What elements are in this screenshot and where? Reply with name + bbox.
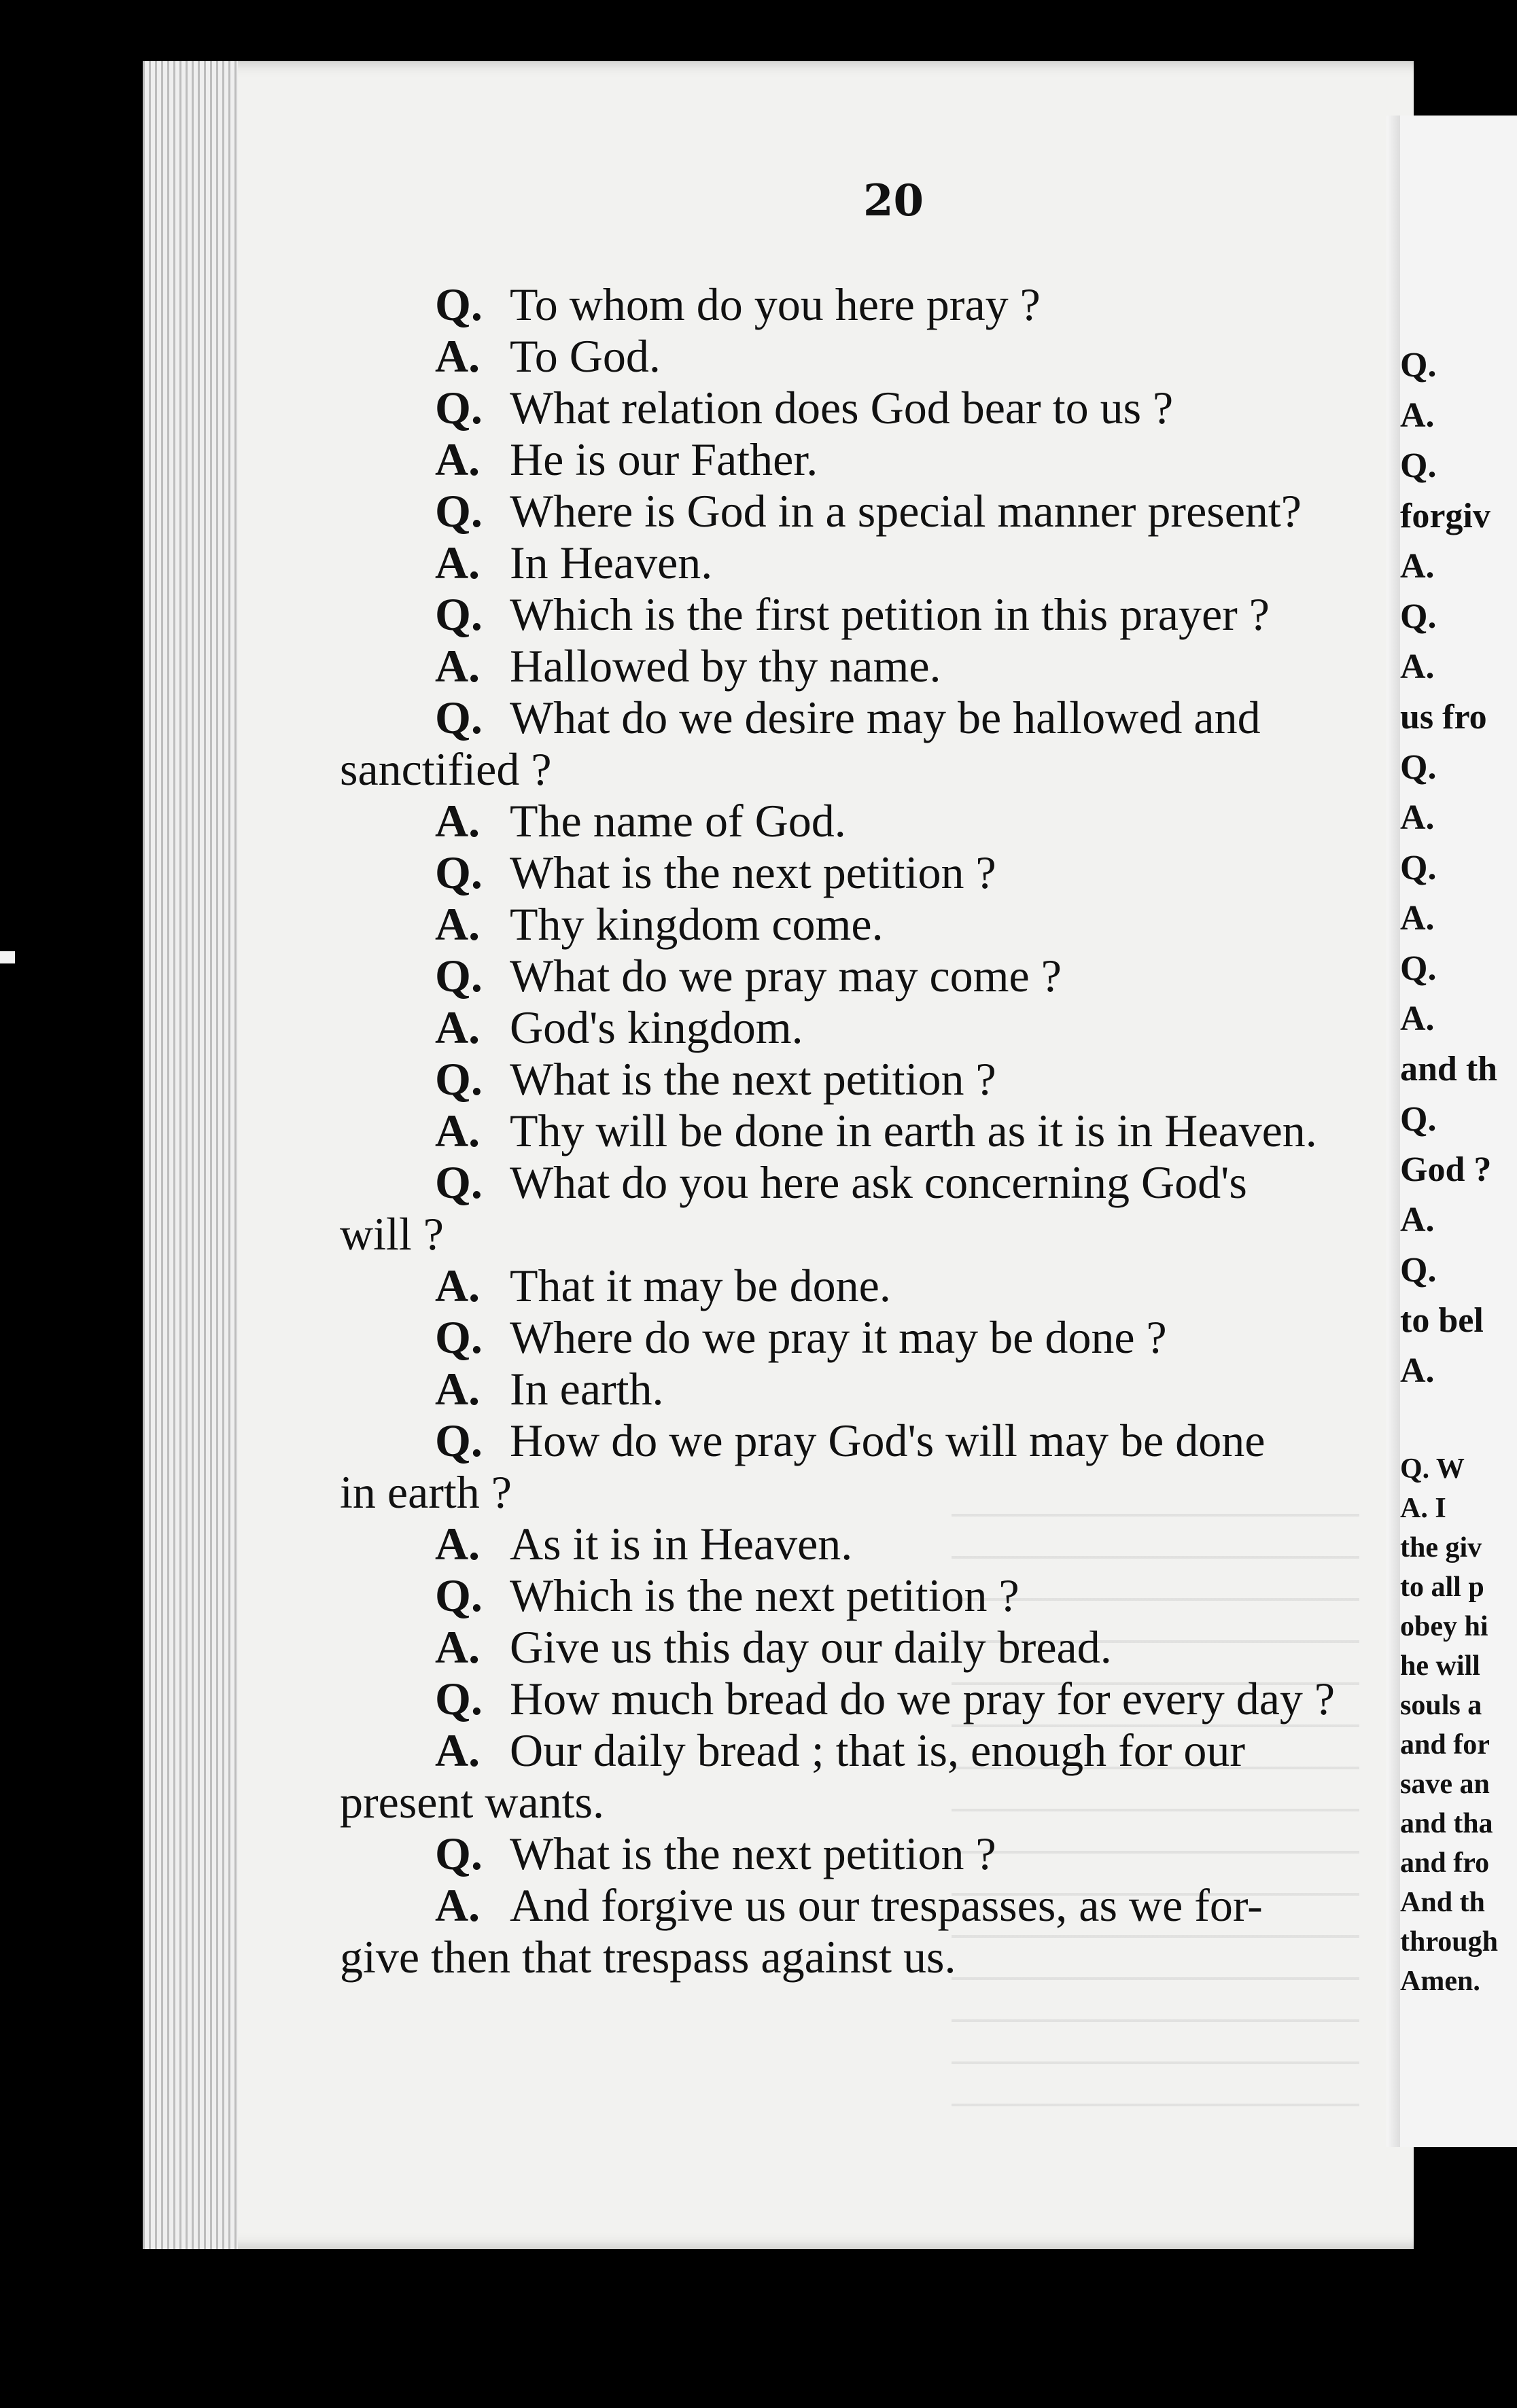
next-page-line: God ? [1400, 1150, 1492, 1189]
continuation-line [340, 1466, 1366, 1518]
qa-line [435, 1621, 1366, 1673]
continuation-line [340, 743, 1366, 795]
line-text: In Heaven. [510, 537, 713, 588]
answer-label: A. [435, 1724, 481, 1776]
question-label: Q. [435, 485, 483, 537]
qa-line [435, 1260, 1366, 1311]
line-text: As it is in Heaven. [510, 1518, 853, 1570]
qa-line [435, 692, 1366, 743]
next-page-line: through [1400, 1926, 1498, 1958]
answer-label: A. [435, 1621, 481, 1673]
answer-label: A. [435, 1518, 481, 1570]
question-label: Q. [435, 847, 483, 898]
line-text: Give us this day our daily bread. [510, 1621, 1112, 1673]
line-text: The name of God. [510, 795, 846, 847]
qa-line [435, 485, 1366, 537]
answer-label: A. [435, 1363, 481, 1415]
question-label: Q. [435, 1828, 483, 1879]
next-page-fragment [1400, 116, 1517, 2147]
next-page-line: A. [1400, 1351, 1435, 1390]
question-label: Q. [435, 279, 483, 330]
qa-line [435, 795, 1366, 847]
qa-line [435, 1828, 1366, 1879]
answer-label: A. [435, 1002, 481, 1053]
question-label: Q. [435, 588, 483, 640]
next-page-line: A. [1400, 396, 1435, 435]
line-text: To God. [510, 330, 661, 382]
answer-label: A. [435, 1260, 481, 1311]
next-page-line: Q. [1400, 597, 1437, 636]
continuation-line [340, 1776, 1366, 1828]
line-text: What is the next petition ? [510, 1053, 996, 1105]
line-text: What is the next petition ? [510, 847, 996, 898]
question-label: Q. [435, 382, 483, 433]
question-label: Q. [435, 1415, 483, 1466]
next-page-line: and th [1400, 1050, 1498, 1088]
qa-line [435, 1879, 1366, 1931]
line-text: Our daily bread ; that is, enough for our [510, 1724, 1246, 1776]
line-text: Where is God in a special manner present? [510, 485, 1302, 537]
line-text: will ? [340, 1208, 444, 1260]
next-page-line: Q. [1400, 1251, 1437, 1290]
next-page-line: forgiv [1400, 497, 1490, 535]
next-page-line: Q. [1400, 748, 1437, 787]
line-text: Which is the first petition in this prayer ? [510, 588, 1270, 640]
next-page-line: Q. [1400, 346, 1437, 385]
next-page-line: A. [1400, 547, 1435, 586]
next-page-line: and tha [1400, 1808, 1493, 1839]
qa-line [435, 1156, 1366, 1208]
answer-label: A. [435, 433, 481, 485]
next-page-line: A. [1400, 648, 1435, 686]
qa-line [435, 847, 1366, 898]
line-text: What do we desire may be hallowed and [510, 692, 1261, 743]
line-text: in earth ? [340, 1466, 512, 1518]
question-label: Q. [435, 1673, 483, 1724]
page-number: 20 [863, 175, 924, 226]
line-text: What do you here ask concerning God's [510, 1156, 1247, 1208]
question-label: Q. [435, 1311, 483, 1363]
answer-label: A. [435, 1879, 481, 1931]
line-text: How much bread do we pray for every day ? [510, 1673, 1336, 1724]
qa-line [435, 1673, 1366, 1724]
scan-mark [0, 951, 15, 963]
answer-label: A. [435, 795, 481, 847]
line-text: Where do we pray it may be done ? [510, 1311, 1167, 1363]
next-page-line: And th [1400, 1887, 1485, 1918]
qa-line [435, 382, 1366, 433]
qa-line [435, 1002, 1366, 1053]
question-label: Q. [435, 1053, 483, 1105]
next-page-line: Amen. [1400, 1966, 1480, 1997]
answer-label: A. [435, 330, 481, 382]
next-page-line: A. I [1400, 1493, 1446, 1524]
next-page-line: Q. [1400, 1100, 1437, 1139]
qa-line [435, 640, 1366, 692]
qa-line [435, 330, 1366, 382]
question-label: Q. [435, 1156, 483, 1208]
line-text: Hallowed by thy name. [510, 640, 941, 692]
page-edges [143, 61, 238, 2249]
qa-line [435, 1311, 1366, 1363]
line-text: What is the next petition ? [510, 1828, 996, 1879]
answer-label: A. [435, 1105, 481, 1156]
qa-line [435, 1724, 1366, 1776]
qa-line [435, 1415, 1366, 1466]
line-text: In earth. [510, 1363, 664, 1415]
question-label: Q. [435, 950, 483, 1002]
line-text: present wants. [340, 1776, 605, 1828]
qa-line [435, 1570, 1366, 1621]
qa-line [435, 1105, 1366, 1156]
next-page-line: to bel [1400, 1301, 1484, 1340]
line-text: Thy kingdom come. [510, 898, 884, 950]
next-page-line: A. [1400, 1201, 1435, 1239]
line-text: give then that trespass against us. [340, 1931, 956, 1983]
next-page-line: A. [1400, 999, 1435, 1038]
next-page-line: A. [1400, 798, 1435, 837]
line-text: What relation does God bear to us ? [510, 382, 1174, 433]
next-page-line: Q. [1400, 446, 1437, 485]
qa-line [435, 279, 1366, 330]
qa-line [435, 950, 1366, 1002]
line-text: sanctified ? [340, 743, 552, 795]
next-page-line: and for [1400, 1729, 1490, 1760]
line-text: How do we pray God's will may be done [510, 1415, 1266, 1466]
qa-line [435, 588, 1366, 640]
next-page-line: us fro [1400, 698, 1487, 737]
next-page-line: Q. [1400, 949, 1437, 988]
line-text: Thy will be done in earth as it is in Heaven. [510, 1105, 1317, 1156]
qa-line [435, 433, 1366, 485]
next-page-line: A. [1400, 899, 1435, 938]
qa-line [435, 1518, 1366, 1570]
next-page-line: the giv [1400, 1532, 1482, 1563]
qa-line [435, 1053, 1366, 1105]
next-page-line: souls a [1400, 1690, 1482, 1721]
qa-line [435, 537, 1366, 588]
line-text: Which is the next petition ? [510, 1570, 1019, 1621]
line-text: To whom do you here pray ? [510, 279, 1041, 330]
line-text: He is our Father. [510, 433, 818, 485]
next-page-line: to all p [1400, 1572, 1484, 1603]
question-label: Q. [435, 692, 483, 743]
answer-label: A. [435, 898, 481, 950]
line-text: God's kingdom. [510, 1002, 803, 1053]
question-label: Q. [435, 1570, 483, 1621]
next-page-line: he will [1400, 1650, 1480, 1682]
continuation-line [340, 1931, 1366, 1983]
next-page-line: Q. W [1400, 1453, 1465, 1485]
continuation-line [340, 1208, 1366, 1260]
next-page-line: save an [1400, 1769, 1490, 1800]
answer-label: A. [435, 537, 481, 588]
catechism-text [340, 279, 1366, 1983]
answer-label: A. [435, 640, 481, 692]
next-page-line: obey hi [1400, 1611, 1488, 1642]
line-text: What do we pray may come ? [510, 950, 1062, 1002]
qa-line [435, 1363, 1366, 1415]
qa-line [435, 898, 1366, 950]
line-text: That it may be done. [510, 1260, 891, 1311]
next-page-line: and fro [1400, 1847, 1490, 1879]
next-page-line: Q. [1400, 849, 1437, 887]
line-text: And forgive us our trespasses, as we for- [510, 1879, 1263, 1931]
